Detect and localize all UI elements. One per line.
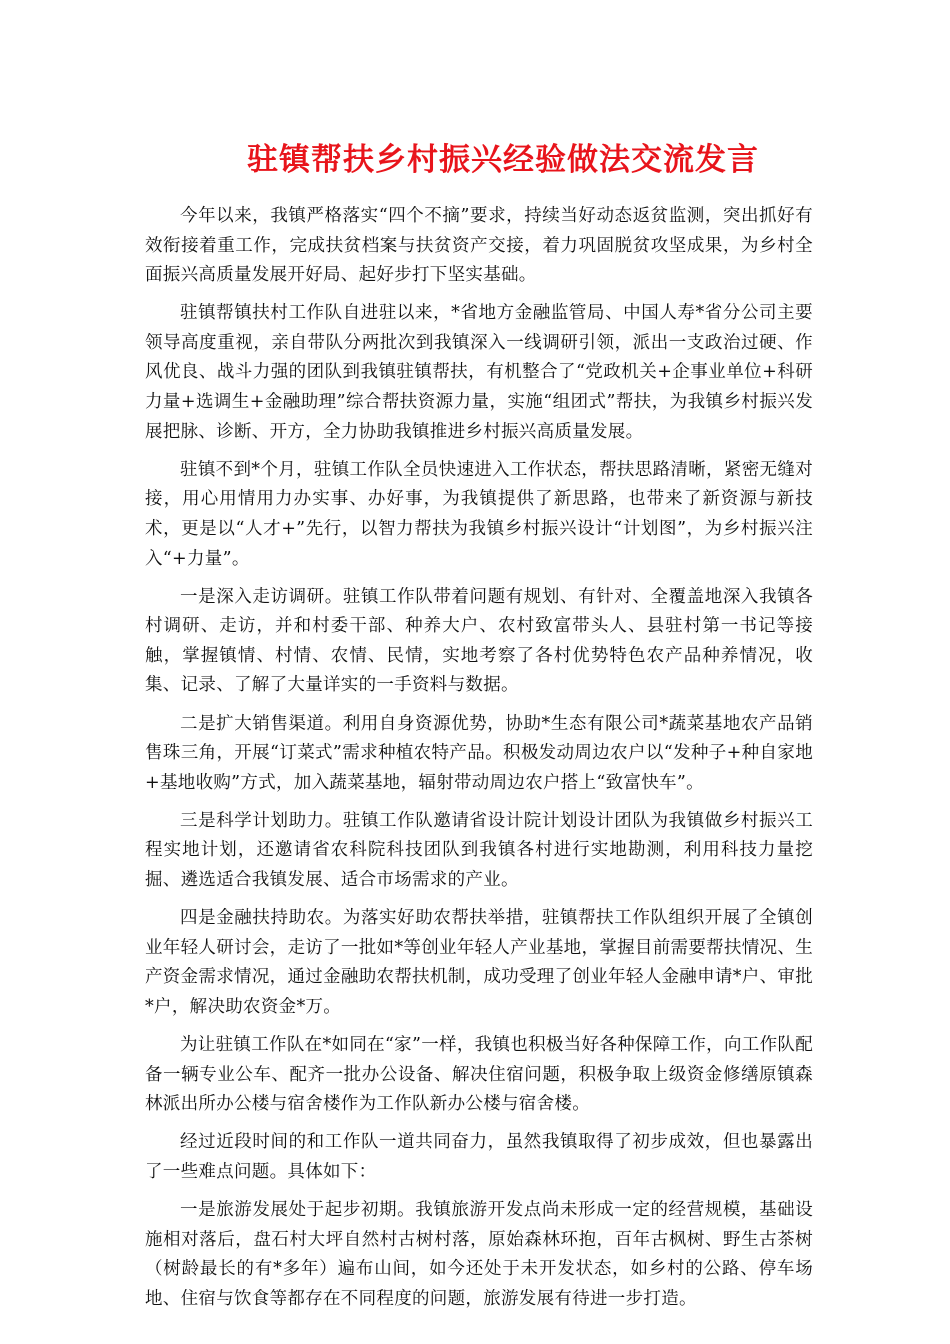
paragraph-8: 为让驻镇工作队在*如同在“家”一样，我镇也积极当好各种保障工作，向工作队配备一辆专业公车、配齐一批办公设备、解决住宿问题，积极争取上级资金修缮原镇森林派出所办公楼与宿舍楼作为工作队新办公楼与宿舍楼。: [145, 1034, 813, 1115]
paragraph-10: 一是旅游发展处于起步初期。我镇旅游开发点尚未形成一定的经营规模，基础设施相对落后，盘石村大坪自然村古树村落，原始森林环抱，百年古枫树、野生古茶树（树龄最长的有*多年）遍布山间，如今还处于未开发状态，如乡村的公路、停车场地、住宿与饮食等都存在不同程度的问题，旅游发展有待进一步打造。: [145, 1199, 813, 1309]
paragraph-1: 今年以来，我镇严格落实“四个不摘”要求，持续当好动态返贫监测，突出抓好有效衔接着重工作，完成扶贫档案与扶贫资产交接，着力巩固脱贫攻坚成果，为乡村全面振兴高质量发展开好局、起好步打下坚实基础。: [145, 206, 813, 286]
paragraph-9: 经过近段时间的和工作队一道共同奋力，虽然我镇取得了初步成效，但也暴露出了一些难点问题。具体如下：: [145, 1132, 813, 1182]
document-title: 驻镇帮扶乡村振兴经验做法交流发言: [247, 142, 759, 178]
document-page: [145, 132, 813, 1323]
paragraph-4: 一是深入走访调研。驻镇工作队带着问题有规划、有针对、全覆盖地深入我镇各村调研、走访，并和村委干部、种养大户、农村致富带头人、县驻村第一书记等接触，掌握镇情、村情、农情、民情，实地考察了各村优势特色农产品种养情况，收集、记录、了解了大量详实的一手资料与数据。: [145, 586, 813, 696]
paragraph-7: 四是金融扶持助农。为落实好助农帮扶举措，驻镇帮扶工作队组织开展了全镇创业年轻人研讨会，走访了一批如*等创业年轻人产业基地，掌握目前需要帮扶情况、生产资金需求情况，通过金融助农帮扶机制，成功受理了创业年轻人金融申请*户、审批*户，解决助农资金*万。: [145, 908, 813, 1017]
paragraph-2: 驻镇帮镇扶村工作队自进驻以来，*省地方金融监管局、中国人寿*省分公司主要领导高度重视，亲自带队分两批次到我镇深入一线调研引领，派出一支政治过硬、作风优良、战斗力强的团队到我镇驻镇帮扶，有机整合了“党政机关+企事业单位+科研力量+选调生+金融助理”综合帮扶资源力量，实施“组团式”帮扶，为我镇乡村振兴发展把脉、诊断、开方，全力协助我镇推进乡村振兴高质量发展。: [145, 303, 813, 442]
paragraph-3: 驻镇不到*个月，驻镇工作队全员快速进入工作状态，帮扶思路清晰，紧密无缝对接，用心用情用力办实事、办好事，为我镇提供了新思路，也带来了新资源与新技术，更是以“人才+”先行，以智力帮扶为我镇乡村振兴设计“计划图”，为乡村振兴注入“+力量”。: [145, 459, 813, 569]
paragraph-6: 三是科学计划助力。驻镇工作队邀请省设计院计划设计团队为我镇做乡村振兴工程实地计划，还邀请省农科院科技团队到我镇各村进行实地勘测，利用科技力量挖掘、遴选适合我镇发展、适合市场需求的产业。: [145, 810, 813, 890]
paragraph-5: 二是扩大销售渠道。利用自身资源优势，协助*生态有限公司*蔬菜基地农产品销售珠三角，开展“订菜式”需求种植农特产品。积极发动周边农户以“发种子+种自家地+基地收购”方式，加入蔬菜基地，辐射带动周边农户搭上“致富快车”。: [145, 713, 813, 793]
